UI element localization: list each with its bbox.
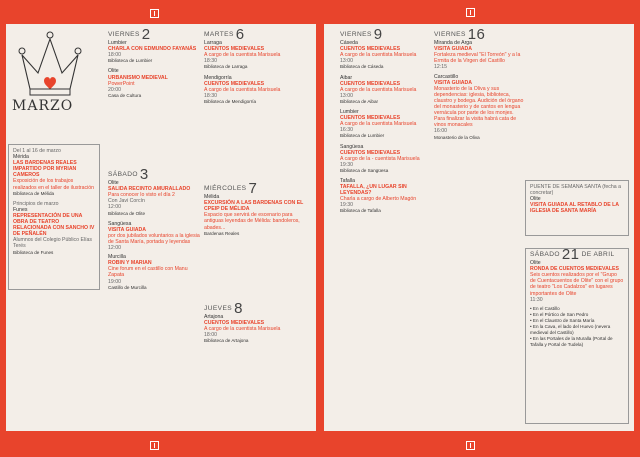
month-title: MARZO [12,98,74,114]
list-item: • En el Claustro de Santa María [530,317,595,323]
day-sabado-3: SÁBADO 3 Olite SALIDA RECINTO AMURALLADO Para conocer lo visto el día 2 Con Javi Corcín 12:00 Biblioteca de Olite Sangüesa VISITA GUIADA por dos jubilados voluntarios a la iglesia de Santa María, portada y leyendas 12:00 Murcilla ROBIN Y MARIAN Cine forum en el castillo con Manu Zapata 19:00 Castillo de Murcilla [108,166,200,290]
crown-icon [14,27,86,102]
location-list [530,306,624,348]
list-item: • En el Castillo [530,305,560,311]
list-item: • En las Portales de la Muralla (Portal de Tafalla y Portal de Tudela) [530,335,613,347]
event-box-semana-santa: PUENTE DE SEMANA SANTA (fecha a concretar) Olite VISITA GUIADA AL RETABLO DE LA IGLESIA DE SANTA MARÍA [525,180,629,236]
day-viernes-16: VIERNES 16 Miranda de Arga VISITA GUIADA Fortaleza medieval "El Torreón" y a la Ermita de la Virgen del Castillo 12:15 Carcastillo VISITA GUIADA Monasterio de la Oliva y sus dependencias: iglesia, biblioteca, claustro y bodega. Audición del órgano del monasterio y de cantos en lengua vernácula por parte de los monjes. Para finalizar la visita habrá cata de vinos monacales 16:00 Monasterio de la Oliva [434,26,524,140]
event-box-sabado-21: SÁBADO 21 DE ABRIL Olite RONDA DE CUENTOS MEDIEVALES Seis cuentos realizados por el "Grupo de Cuentacuentos de Olite" con el grupo de teatro "Los Cadalzos" en lugares importantes de Olite 11:30 • En el Castillo • En el Pórtico de San Pedro • En el Claustro de Santa María • En la Cava, el lado del Huevo (nevera medieval del Castillo) • En las Portales de la Muralla (Portal de Tafalla y Portal de Tudela) [525,248,629,424]
castle-icon [466,441,475,450]
page-spine [316,0,324,457]
castle-icon [466,8,475,17]
day-viernes-9: VIERNES 9 Cáseda CUENTOS MEDIEVALES A cargo de la cuentista Marisuela 13:00 Biblioteca de Cáseda Aibar CUENTOS MEDIEVALES A cargo de la cuentista Marisuela 13:00 Biblioteca de Aibar Lumbier CUENTOS MEDIEVALES A cargo de la cuentista Marisuela 16:30 Biblioteca de Lumbier Sangüesa CUENTOS MEDIEVALES A cargo de la - cuentista Marisuela 19:30 Biblioteca de Sangüesa Tafalla TAFALLA, ¿UN LUGAR SIN LEYENDAS? Charla a cargo de Alberto Magón 19:30 Biblioteca de Tafalla [340,26,420,214]
day-martes-6: MARTES 6 Larraga CUENTOS MEDIEVALES A cargo de la cuentista Marisuela 18:30 Biblioteca de Larraga Mendigorría CUENTOS MEDIEVALES A cargo de la cuentista Marisuela 18:30 Biblioteca de Mendigorría [204,26,281,104]
day-viernes-2: VIERNES 2 Lumbier CHARLA CON EDMUNDO FAYANÁS 18:00 Biblioteca de Lumbier Olite URBANISMO MEDIEVAL PowerPoint 20:00 Casa de Cultura [108,26,197,98]
book-icon [150,9,159,18]
book-icon [150,441,159,450]
day-jueves-8: JUEVES 8 Artajona CUENTOS MEDIEVALES A cargo de la cuentista Marisuela 18:00 Biblioteca de Artajona [204,300,281,344]
list-item: • En la Cava, el lado del Huevo (nevera medieval del Castillo) [530,323,611,335]
day-miercoles-7: MIÉRCOLES 7 Mélida EXCURSIÓN A LAS BARDENAS CON EL CPEIP DE MÉLIDA Espacio que servirá de escenario para antiguas leyendas de Mélida: bandoleros, abades... Bardenas Reales [204,180,304,236]
event-box: Del 1 al 16 de marzo Mérida LAS BARDENAS REALES IMPARTIDO POR MYRIAN CAMEROS Exposición de los trabajos realizados en el taller de ilustración Biblioteca de Mélida Principios de marzo Funes REPRESENTACIÓN DE UNA OBRA DE TEATRO RELACIONADA CON SANCHO IV DE PEÑALÉN Alumnos del Colegio Público Elías Terés Biblioteca de Funes [8,144,100,290]
list-item: • En el Pórtico de San Pedro [530,311,589,317]
